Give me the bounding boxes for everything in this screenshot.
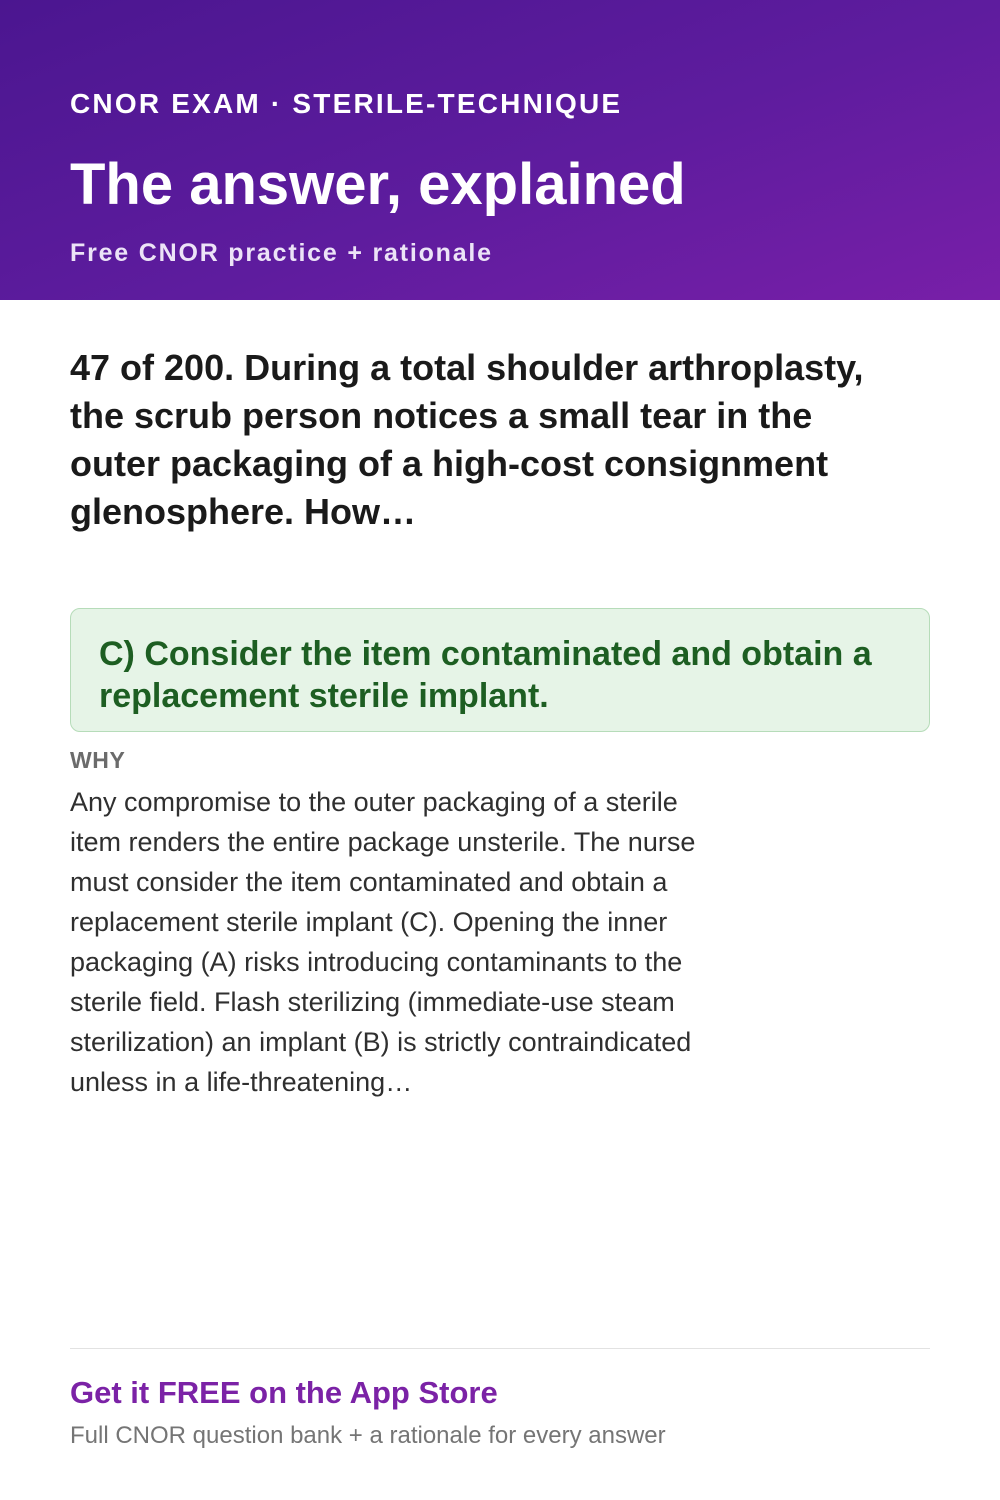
correct-answer-text: C) Consider the item contaminated and obtain a replacement sterile implant. (99, 635, 872, 715)
header-banner (0, 0, 1000, 300)
app-store-cta-link[interactable]: Get it FREE on the App Store (70, 1375, 498, 1410)
rationale-text: Any compromise to the outer packaging of a sterile item renders the entire package unsterile. The nurse must consider the item contaminated and obtain a replacement sterile implant (C). Opening the inner packaging (A) risks introducing contaminants to the sterile field. Flash sterilizing (immediate-use steam sterilization) an implant (B) is strictly contraindicated unless in a life-threatening… (70, 787, 696, 1097)
cta-subtext: Full CNOR question bank + a rationale for every answer (70, 1422, 666, 1449)
question-text: 47 of 200. During a total shoulder arthroplasty, the scrub person notices a small tear in the outer packaging of a high-cost consignment glenosphere. How… (70, 347, 864, 532)
exam-category-label: CNOR EXAM · STERILE-TECHNIQUE (70, 88, 623, 119)
correct-answer-box (70, 608, 930, 732)
rationale-label: WHY (70, 747, 126, 773)
page-title: The answer, explained (70, 152, 686, 217)
page-subtitle: Free CNOR practice + rationale (70, 239, 493, 267)
footer-divider (70, 1348, 930, 1349)
